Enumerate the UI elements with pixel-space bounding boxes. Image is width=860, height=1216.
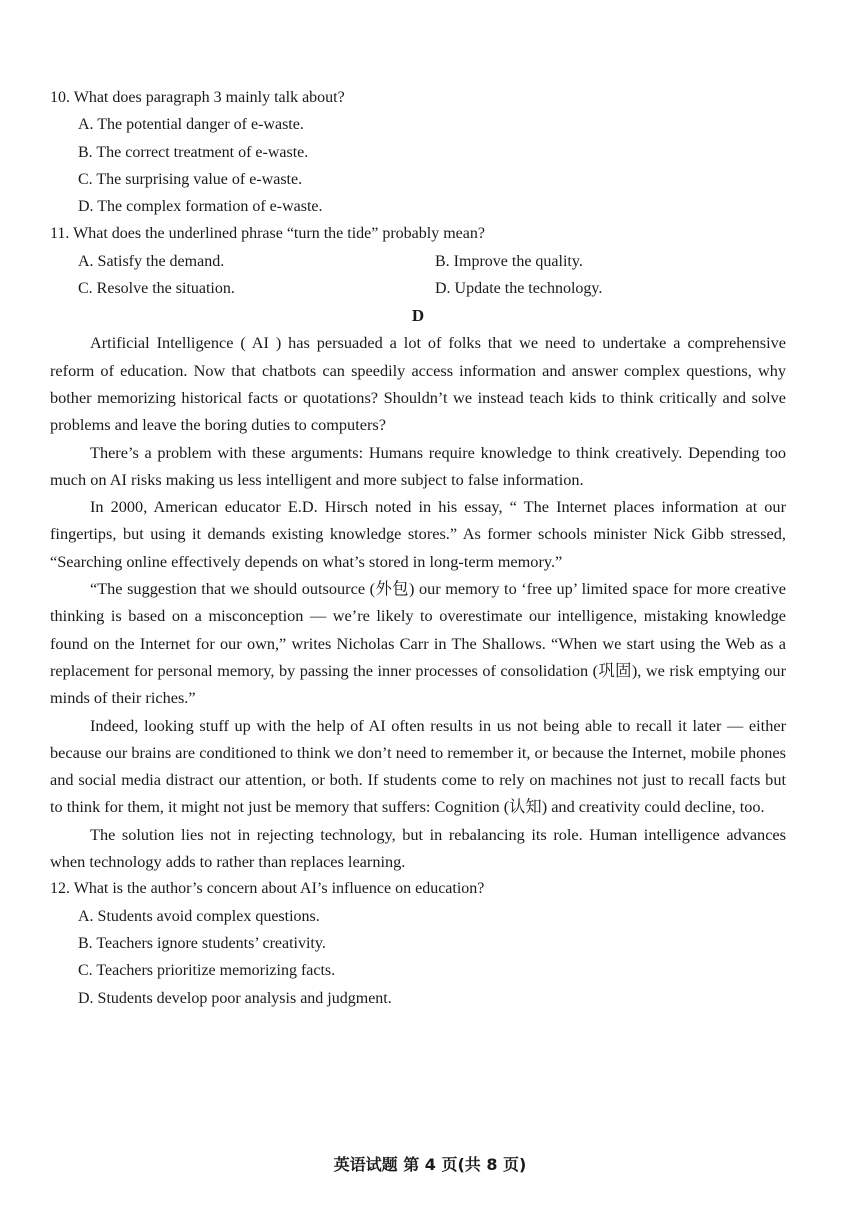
question-11-option-c: C. Resolve the situation. — [78, 280, 235, 298]
passage-paragraph-1: Artificial Intelligence ( AI ) has persuaded a lot of folks that we need to undertake a comprehensive reform of education. Now that chatbots can speedily access information and answer complex questions, why bother memorizing historical facts or quotations? Shouldn’t we instead teach kids to think critically and solve problems and leave the boring duties to computers? — [50, 333, 786, 435]
question-12-option-c: C. Teachers prioritize memorizing facts. — [78, 962, 336, 980]
question-11-options-row-1 — [78, 248, 786, 275]
passage-paragraph-2: There’s a problem with these arguments: Humans require knowledge to think creatively. Depending too much on AI risks making us less intelligent and more subject to false information. — [50, 442, 786, 489]
passage-paragraph-3: In 2000, American educator E.D. Hirsch noted in his essay, “ The Internet places information at our fingertips, but using it demands existing knowledge stores.” As former schools minister Nick Gibb stressed, “Searching online effectively depends on what’s stored in long-term memory.” — [50, 497, 786, 571]
question-11-option-a: A. Satisfy the demand. — [78, 252, 225, 270]
section-d-heading: D — [411, 306, 425, 326]
question-12-option-d: D. Students develop poor analysis and judgment. — [78, 989, 392, 1007]
question-12-option-a: A. Students avoid complex questions. — [78, 907, 320, 925]
page-footer: 英语试题 第 4 页(共 8 页) — [333, 1155, 527, 1174]
question-12-option-b: B. Teachers ignore students’ creativity. — [78, 934, 326, 952]
question-10-stem: 10. What does paragraph 3 mainly talk about? — [50, 89, 345, 106]
passage-paragraph-5: Indeed, looking stuff up with the help of AI often results in us not being able to recall it later — either because our brains are conditioned to think we don’t need to remember it, or because the Internet, mobile phones and social media distract our attention, or both. If students come to rely on machines not just to recall facts but to think for them, it might not just be memory that suffers: Cognition (认知) and creativity could decline, too. — [50, 715, 786, 817]
question-10-option-b: B. The correct treatment of e-waste. — [78, 143, 309, 161]
question-12 — [50, 875, 786, 1011]
question-10-option-d: D. The complex formation of e-waste. — [78, 198, 323, 216]
question-10-option-c: C. The surprising value of e-waste. — [78, 170, 303, 188]
passage-paragraph-4: “The suggestion that we should outsource (外包) our memory to ‘free up’ limited space for more creative thinking is based on a misconception — we’re likely to overestimate our intelligence, mistaking knowledge found on the Internet for our own,” writes Nicholas Carr in The Shallows. “When we start using the Web as a replacement for personal memory, by passing the inner processes of consolidation (巩固), we risk emptying our minds of their riches.” — [50, 579, 786, 708]
question-10 — [50, 84, 786, 220]
question-10-option-a: A. The potential danger of e-waste. — [78, 116, 304, 134]
question-11-stem: 11. What does the underlined phrase “turn the tide” probably mean? — [50, 225, 485, 243]
question-11-options-row-2 — [78, 275, 786, 302]
passage-paragraph-6: The solution lies not in rejecting technology, but in rebalancing its role. Human intelligence advances when technology adds to rather than replaces learning. — [50, 824, 786, 872]
question-12-stem: 12. What is the author’s concern about AI’s influence on education? — [50, 880, 485, 898]
question-11 — [50, 220, 786, 302]
question-11-option-b: B. Improve the quality. — [435, 252, 583, 270]
passage-d — [50, 329, 786, 875]
question-11-option-d: D. Update the technology. — [435, 280, 603, 298]
exam-page — [50, 84, 786, 1012]
